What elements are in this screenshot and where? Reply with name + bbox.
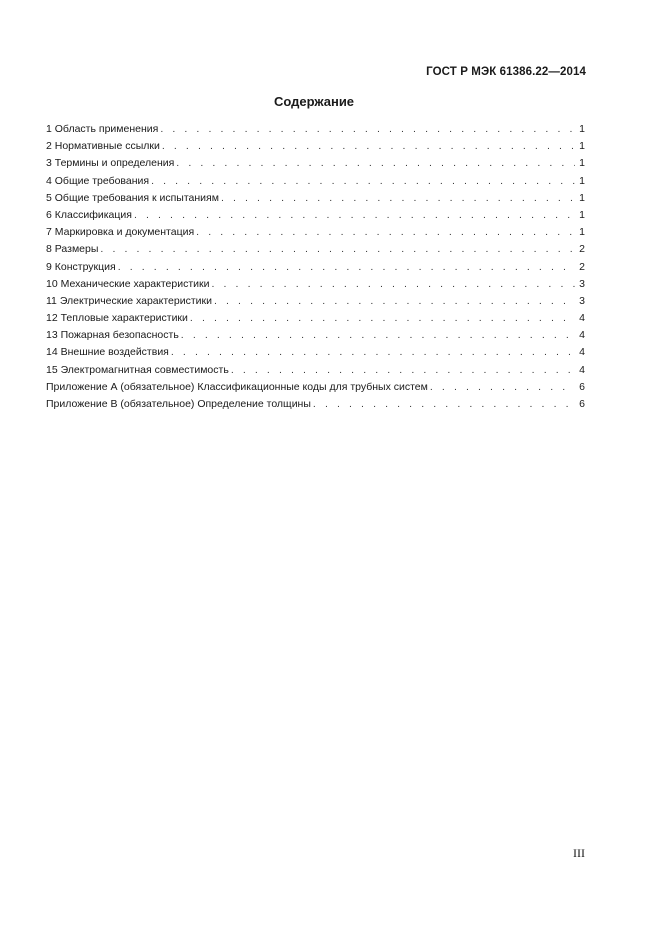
toc-entry-label: 3 Термины и определения [46, 157, 175, 170]
toc-entry-page: 4 [579, 363, 585, 376]
page-number: III [573, 846, 585, 860]
toc-leader-dots [231, 362, 575, 379]
toc-entry[interactable] [46, 379, 585, 396]
toc-entry-label: 10 Механические характеристики [46, 277, 210, 290]
toc-leader-dots [100, 241, 575, 258]
toc-entry-label: 12 Тепловые характеристики [46, 312, 188, 325]
document-code: ГОСТ Р МЭК 61386.22—2014 [426, 66, 586, 78]
toc-leader-dots [118, 259, 575, 276]
toc-entry-page: 2 [579, 260, 585, 273]
table-of-contents [46, 121, 585, 413]
toc-entry-label: 1 Область применения [46, 123, 159, 135]
toc-entry-page: 1 [579, 123, 585, 135]
toc-leader-dots [151, 173, 575, 190]
toc-entry-label: 4 Общие требования [46, 174, 150, 187]
toc-entry-label: Приложение А (обязательное) Классификационные коды для трубных систем [46, 380, 428, 393]
toc-entry-label: 2 Нормативные ссылки [46, 140, 160, 153]
toc-entry[interactable] [46, 121, 585, 138]
toc-entry-page: 1 [579, 157, 585, 170]
toc-entry[interactable] [46, 241, 585, 258]
toc-entry-label: 14 Внешние воздействия [46, 346, 169, 359]
toc-leader-dots [221, 190, 575, 207]
toc-entry[interactable] [46, 362, 585, 379]
toc-leader-dots [214, 293, 575, 310]
toc-entry-label: 13 Пожарная безопасность [46, 329, 179, 342]
toc-entry[interactable] [46, 155, 585, 172]
toc-entry[interactable] [46, 276, 585, 293]
toc-entry-page: 4 [579, 329, 585, 342]
toc-entry-page: 3 [579, 277, 585, 290]
toc-entry-page: 6 [579, 380, 585, 393]
toc-entry-page: 4 [579, 312, 585, 325]
toc-leader-dots [430, 379, 575, 396]
toc-entry-page: 1 [579, 174, 585, 187]
toc-leader-dots [176, 155, 575, 172]
toc-entry[interactable] [46, 293, 585, 310]
toc-entry-label: 6 Классификация [46, 208, 132, 221]
toc-entry[interactable] [46, 138, 585, 155]
toc-leader-dots [211, 276, 575, 293]
toc-entry-page: 6 [579, 398, 585, 410]
toc-entry[interactable] [46, 190, 585, 207]
toc-entry[interactable] [46, 310, 585, 327]
toc-entry-label: Приложение В (обязательное) Определение толщины [46, 398, 311, 410]
toc-entry-page: 2 [579, 243, 585, 256]
toc-leader-dots [181, 327, 575, 344]
toc-entry-page: 1 [579, 226, 585, 239]
toc-entry-page: 3 [579, 294, 585, 307]
toc-entry-label: 15 Электромагнитная совместимость [46, 363, 229, 376]
toc-entry-label: 5 Общие требования к испытаниям [46, 191, 219, 204]
toc-leader-dots [160, 121, 575, 138]
toc-title: Содержание [273, 94, 355, 109]
toc-entry-page: 1 [579, 208, 585, 221]
toc-entry-label: 8 Размеры [46, 243, 99, 256]
toc-leader-dots [134, 207, 575, 224]
toc-leader-dots [190, 310, 575, 327]
toc-leader-dots [171, 344, 575, 361]
toc-entry[interactable] [46, 173, 585, 190]
toc-entry[interactable] [46, 259, 585, 276]
toc-entry-page: 1 [579, 140, 585, 153]
toc-entry-page: 1 [579, 191, 585, 204]
toc-entry[interactable] [46, 224, 585, 241]
toc-entry[interactable] [46, 327, 585, 344]
toc-leader-dots [196, 224, 575, 241]
toc-entry-label: 11 Электрические характеристики [46, 294, 212, 307]
toc-entry[interactable] [46, 396, 585, 413]
toc-entry-label: 7 Маркировка и документация [46, 226, 195, 239]
toc-entry-label: 9 Конструкция [46, 260, 116, 273]
toc-entry-page: 4 [579, 346, 585, 359]
toc-entry[interactable] [46, 207, 585, 224]
toc-leader-dots [162, 138, 575, 155]
toc-entry[interactable] [46, 344, 585, 361]
toc-leader-dots [313, 396, 575, 413]
